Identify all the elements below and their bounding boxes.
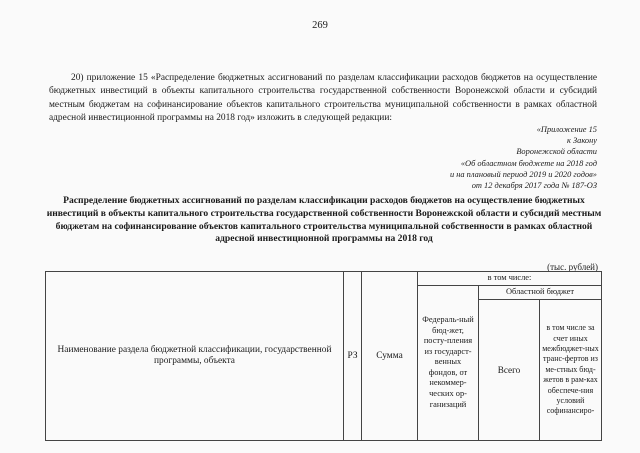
units-label: (тыс. рублей) [547,262,598,272]
header-rz: РЗ [344,272,362,441]
header-regional-budget: Областной бюджет [479,285,602,300]
table-title: Распределение бюджетных ассигнований по разделам классификации расходов бюджетов на осуществление бюджетных инвестиций в объекты капитального строительства государственной собственности Воронежской области и субсидий местным бюджетам на софинансирование объектов капитального строительства муниципальной собственности в рамках областной адресной инвестиционной программы на 2018 год [46,195,602,245]
legal-reference-line: Воронежской области [516,147,597,157]
header-sum: Сумма [362,272,418,441]
header-regional-total: Всего [479,300,540,440]
legal-reference-line: от 12 декабря 2017 года № 187-ОЗ [471,181,597,191]
header-name: Наименование раздела бюджетной классификации, государственной программы, объекта [46,272,344,441]
amendment-paragraph: 20) приложение 15 «Распределение бюджетных ассигнований по разделам классификации расходов бюджетов на осуществление бюджетных инвестиций в объекты капитального строительства государственной собственности Воронежской области и субсидий местным бюджетам на софинансирование объектов капитального строительства муниципальной собственности в рамках областной адресной инвестиционной программы на 2018 год» изложить в следующей редакции: [49,73,597,124]
legal-reference-line: «Об областном бюджете на 2018 год [460,158,597,168]
page-number: 269 [312,20,328,31]
legal-reference-line: «Приложение 15 [536,125,597,134]
legal-reference [450,124,597,191]
header-including: в том числе: [418,272,602,286]
legal-reference-line: и на плановый период 2019 и 2020 годов» [449,169,597,179]
header-regional-transfers: в том числе за счет иных межбюджет-ных транс-фертов из ме-стных бюд-жетов в рам-ках обеспече-ния условий софинансиро- [540,300,602,440]
legal-reference-line: к Закону [566,136,597,146]
budget-table [45,271,602,441]
header-federal-budget: Федераль-ный бюд-жет, посту-пления из государст-венных фондов, от некоммер-ческих ор-ганизаций [418,285,479,440]
